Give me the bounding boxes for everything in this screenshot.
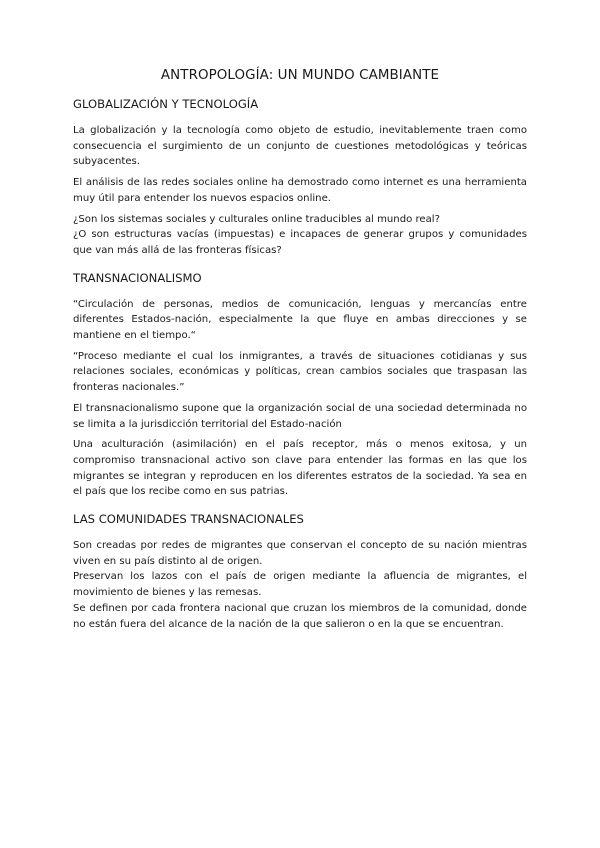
section-globalizacion xyxy=(73,97,527,259)
paragraph: Se definen por cada frontera nacional que cruzan los miembros de la comunidad, donde no están fuera del alcance de la nación de la que salieron o en la que se encuentran. xyxy=(73,602,527,630)
paragraph: Una aculturación (asimilación) en el país receptor, más o menos exitosa, y un compromiso transnacional activo son clave para entender las formas en las que los migrantes se integran y reproducen en los diferentes estratos de la sociedad. Ya sea en el país que los recibe como en sus patrias. xyxy=(73,439,527,498)
section-heading: TRANSNACIONALISMO xyxy=(73,270,202,285)
paragraph: El análisis de las redes sociales online ha demostrado como internet es una herramienta muy útil para entender los nuevos espacios online. xyxy=(73,177,527,204)
section-transnacionalismo xyxy=(73,271,527,500)
paragraph: ¿Son los sistemas sociales y culturales online traducibles al mundo real? xyxy=(73,213,440,225)
document-title: ANTROPOLOGÍA: UN MUNDO CAMBIANTE xyxy=(160,68,440,83)
paragraph: ¿O son estructuras vacías (impuestas) e incapaces de generar grupos y comunidades que van más allá de las fronteras físicas? xyxy=(73,229,527,256)
paragraph: Son creadas por redes de migrantes que conservan el concepto de su nación mientras viven en su país distinto al de origen. xyxy=(73,540,527,567)
quote-paragraph: “Circulación de personas, medios de comunicación, lenguas y mercancías entre diferentes Estados-nación, especialmente la que fluye en ambas direcciones y se mantiene en el tiempo.“ xyxy=(73,298,527,342)
quote-paragraph: “Proceso mediante el cual los inmigrantes, a través de situaciones cotidianas y sus relaciones sociales, económicas y políticas, crean cambios sociales que traspasan las fronteras nacionales.” xyxy=(73,350,527,394)
document-page xyxy=(73,68,527,632)
paragraph: La globalización y la tecnología como objeto de estudio, inevitablemente traen como consecuencia el surgimiento de un conjunto de cuestiones metodológicas y teóricas subyacentes. xyxy=(73,125,527,168)
paragraph: Preservan los lazos con el país de origen mediante la afluencia de migrantes, el movimiento de bienes y las remesas. xyxy=(73,571,527,599)
section-heading: LAS COMUNIDADES TRANSNACIONALES xyxy=(73,512,304,527)
section-comunidades xyxy=(73,512,527,632)
section-heading: GLOBALIZACIÓN Y TECNOLOGÍA xyxy=(73,97,259,111)
paragraph: El transnacionalismo supone que la organización social de una sociedad determinada no se limita a la jurisdicción territorial del Estado-nación xyxy=(73,402,527,430)
